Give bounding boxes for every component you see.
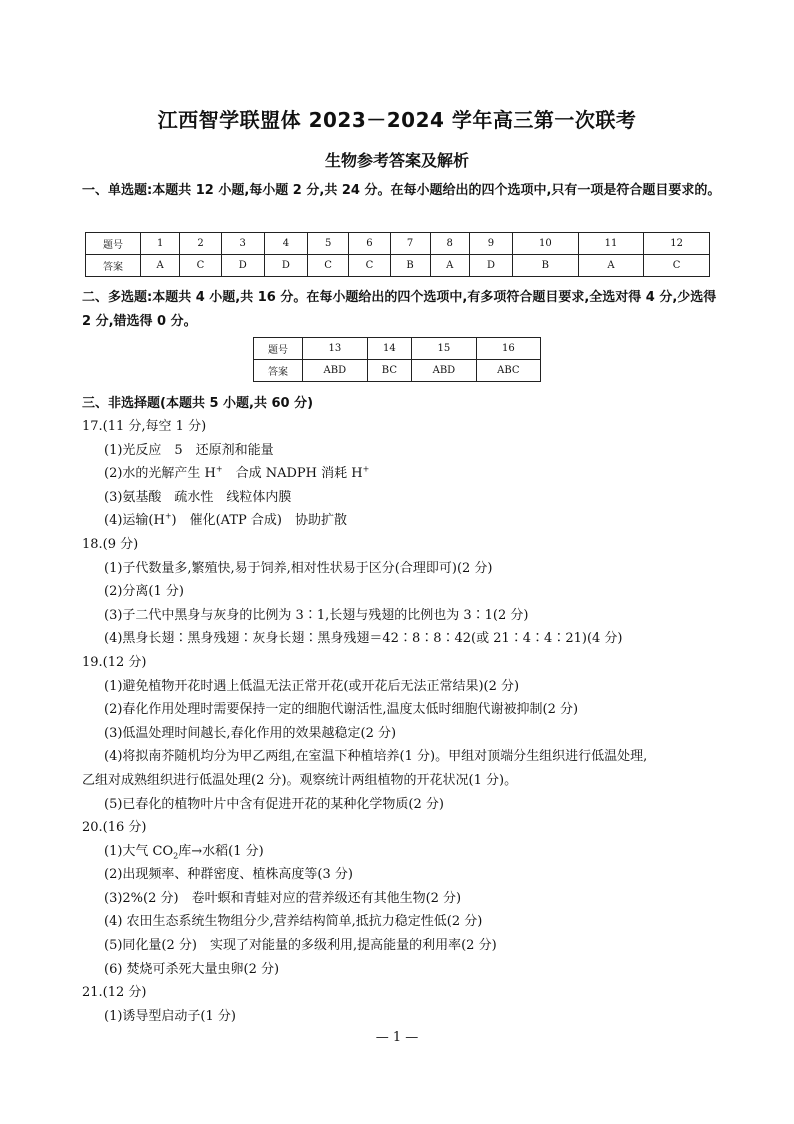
free-response-answers <box>82 415 722 1028</box>
answer-line: (5)已春化的植物叶片中含有促进开花的某种化学物质(2 分) <box>104 796 444 812</box>
table-cell: ABC <box>476 360 540 382</box>
table-cell: A <box>141 255 180 277</box>
table-cell: D <box>264 255 307 277</box>
answer-line: (6) 焚烧可杀死大量虫卵(2 分) <box>104 961 280 977</box>
section1-heading: 一、单选题:本题共 12 小题,每小题 2 分,共 24 分。在每小题给出的四个选项中,只有一项是符合题目要求的。 <box>82 183 721 198</box>
question-20-heading: 20.(16 分) <box>82 820 147 836</box>
page-subtitle: 生物参考答案及解析 <box>324 151 469 170</box>
answer-line: (4)黑身长翅∶黑身残翅∶灰身长翅∶黑身残翅＝42∶8∶8∶42(或 21∶4∶4∶21)(4 分) <box>104 631 623 647</box>
table-cell: D <box>221 255 264 277</box>
table-row-answers <box>86 255 710 277</box>
table-cell: B <box>513 255 579 277</box>
table-cell: 5 <box>307 233 348 255</box>
table-cell: 9 <box>469 233 512 255</box>
table-cell: B <box>390 255 430 277</box>
answer-line: (1)光反应 5 还原剂和能量 <box>104 442 274 458</box>
answer-line: (4)将拟南芥随机均分为甲乙两组,在室温下种植培养(1 分)。甲组对顶端分生组织进行低温处理, <box>104 749 648 765</box>
table-cell: 1 <box>141 233 180 255</box>
superscript: + <box>362 464 370 474</box>
answer-line: (2)春化作用处理时需要保持一定的细胞代谢活性,温度太低时细胞代谢被抑制(2 分) <box>104 702 579 718</box>
question-18-heading: 18.(9 分) <box>82 536 139 552</box>
question-21-heading: 21.(12 分) <box>82 985 147 1001</box>
multiple-choice-answer-table <box>253 337 541 382</box>
answer-text: 合成 NADPH 消耗 H <box>222 466 363 482</box>
answer-line: (2)出现频率、种群密度、植株高度等(3 分) <box>104 867 353 883</box>
answer-line: (3)2%(2 分) 卷叶螟和青蛙对应的营养级还有其他生物(2 分) <box>104 890 462 906</box>
table-cell: C <box>644 255 710 277</box>
answer-line <box>82 840 722 864</box>
page-number: — 1 — <box>375 1030 419 1045</box>
answer-line-continued: 乙组对成熟组织进行低温处理(2 分)。观察统计两组植物的开花状况(1 分)。 <box>82 772 518 788</box>
answer-text: (1)大气 CO <box>104 843 174 859</box>
table-cell: 14 <box>367 338 411 360</box>
answer-text: (2)水的光解产生 H <box>104 466 216 482</box>
answer-line: (3)子二代中黑身与灰身的比例为 3∶1,长翅与残翅的比例也为 3∶1(2 分) <box>104 607 529 623</box>
table-cell: 8 <box>430 233 469 255</box>
row-label: 题号 <box>254 338 303 360</box>
table-cell: C <box>349 255 390 277</box>
table-cell: 13 <box>303 338 368 360</box>
answer-line: (1)诱导型启动子(1 分) <box>104 1008 236 1024</box>
row-label: 答案 <box>86 255 141 277</box>
table-cell: C <box>307 255 348 277</box>
superscript: + <box>164 512 172 522</box>
answer-text: (4)运输(H <box>104 513 165 529</box>
table-cell: ABD <box>412 360 477 382</box>
answer-line: (1)子代数量多,繁殖快,易于饲养,相对性状易于区分(合理即可)(2 分) <box>104 560 493 576</box>
question-19-heading: 19.(12 分) <box>82 654 147 670</box>
single-choice-answer-table <box>85 232 710 277</box>
table-cell: BC <box>367 360 411 382</box>
page-title: 江西智学联盟体 2023－2024 学年高三第一次联考 <box>157 108 637 132</box>
section2-heading: 二、多选题:本题共 4 小题,共 16 分。在每小题给出的四个选项中,有多项符合题目要求,全选对得 4 分,少选得 2 分,错选得 0 分。 <box>82 290 717 329</box>
table-row-answers <box>254 360 541 382</box>
table-cell: 4 <box>264 233 307 255</box>
section3-heading: 三、非选择题(本题共 5 小题,共 60 分) <box>82 396 314 411</box>
table-cell: 3 <box>221 233 264 255</box>
answer-line: (3)低温处理时间越长,春化作用的效果越稳定(2 分) <box>104 725 397 741</box>
row-label: 题号 <box>86 233 141 255</box>
table-row-question-numbers <box>86 233 710 255</box>
answer-line: (1)避免植物开花时遇上低温无法正常开花(或开花后无法正常结果)(2 分) <box>104 678 520 694</box>
superscript: + <box>215 464 223 474</box>
table-cell: 10 <box>513 233 579 255</box>
table-cell: 6 <box>349 233 390 255</box>
table-cell: 2 <box>180 233 221 255</box>
table-cell: A <box>578 255 644 277</box>
table-cell: ABD <box>303 360 368 382</box>
answer-line: (5)同化量(2 分) 实现了对能量的多级利用,提高能量的利用率(2 分) <box>104 938 497 954</box>
answer-line: (4) 农田生态系统生物组分少,营养结构简单,抵抗力稳定性低(2 分) <box>104 914 483 930</box>
table-cell: 16 <box>476 338 540 360</box>
subscript: 2 <box>173 851 179 861</box>
table-cell: 11 <box>578 233 644 255</box>
answer-line: (2)分离(1 分) <box>104 584 184 600</box>
answer-line <box>82 462 722 486</box>
question-17-heading: 17.(11 分,每空 1 分) <box>82 419 207 434</box>
answer-text: ) 催化(ATP 合成) 协助扩散 <box>171 513 347 529</box>
table-cell: 7 <box>390 233 430 255</box>
row-label: 答案 <box>254 360 303 382</box>
answer-line <box>82 509 722 533</box>
table-cell: A <box>430 255 469 277</box>
table-cell: 12 <box>644 233 710 255</box>
answer-line: (3)氨基酸 疏水性 线粒体内膜 <box>104 489 292 505</box>
table-cell: D <box>469 255 512 277</box>
table-cell: 15 <box>412 338 477 360</box>
answer-text: 库→水稻(1 分) <box>178 843 264 859</box>
table-cell: C <box>180 255 221 277</box>
table-row-question-numbers <box>254 338 541 360</box>
